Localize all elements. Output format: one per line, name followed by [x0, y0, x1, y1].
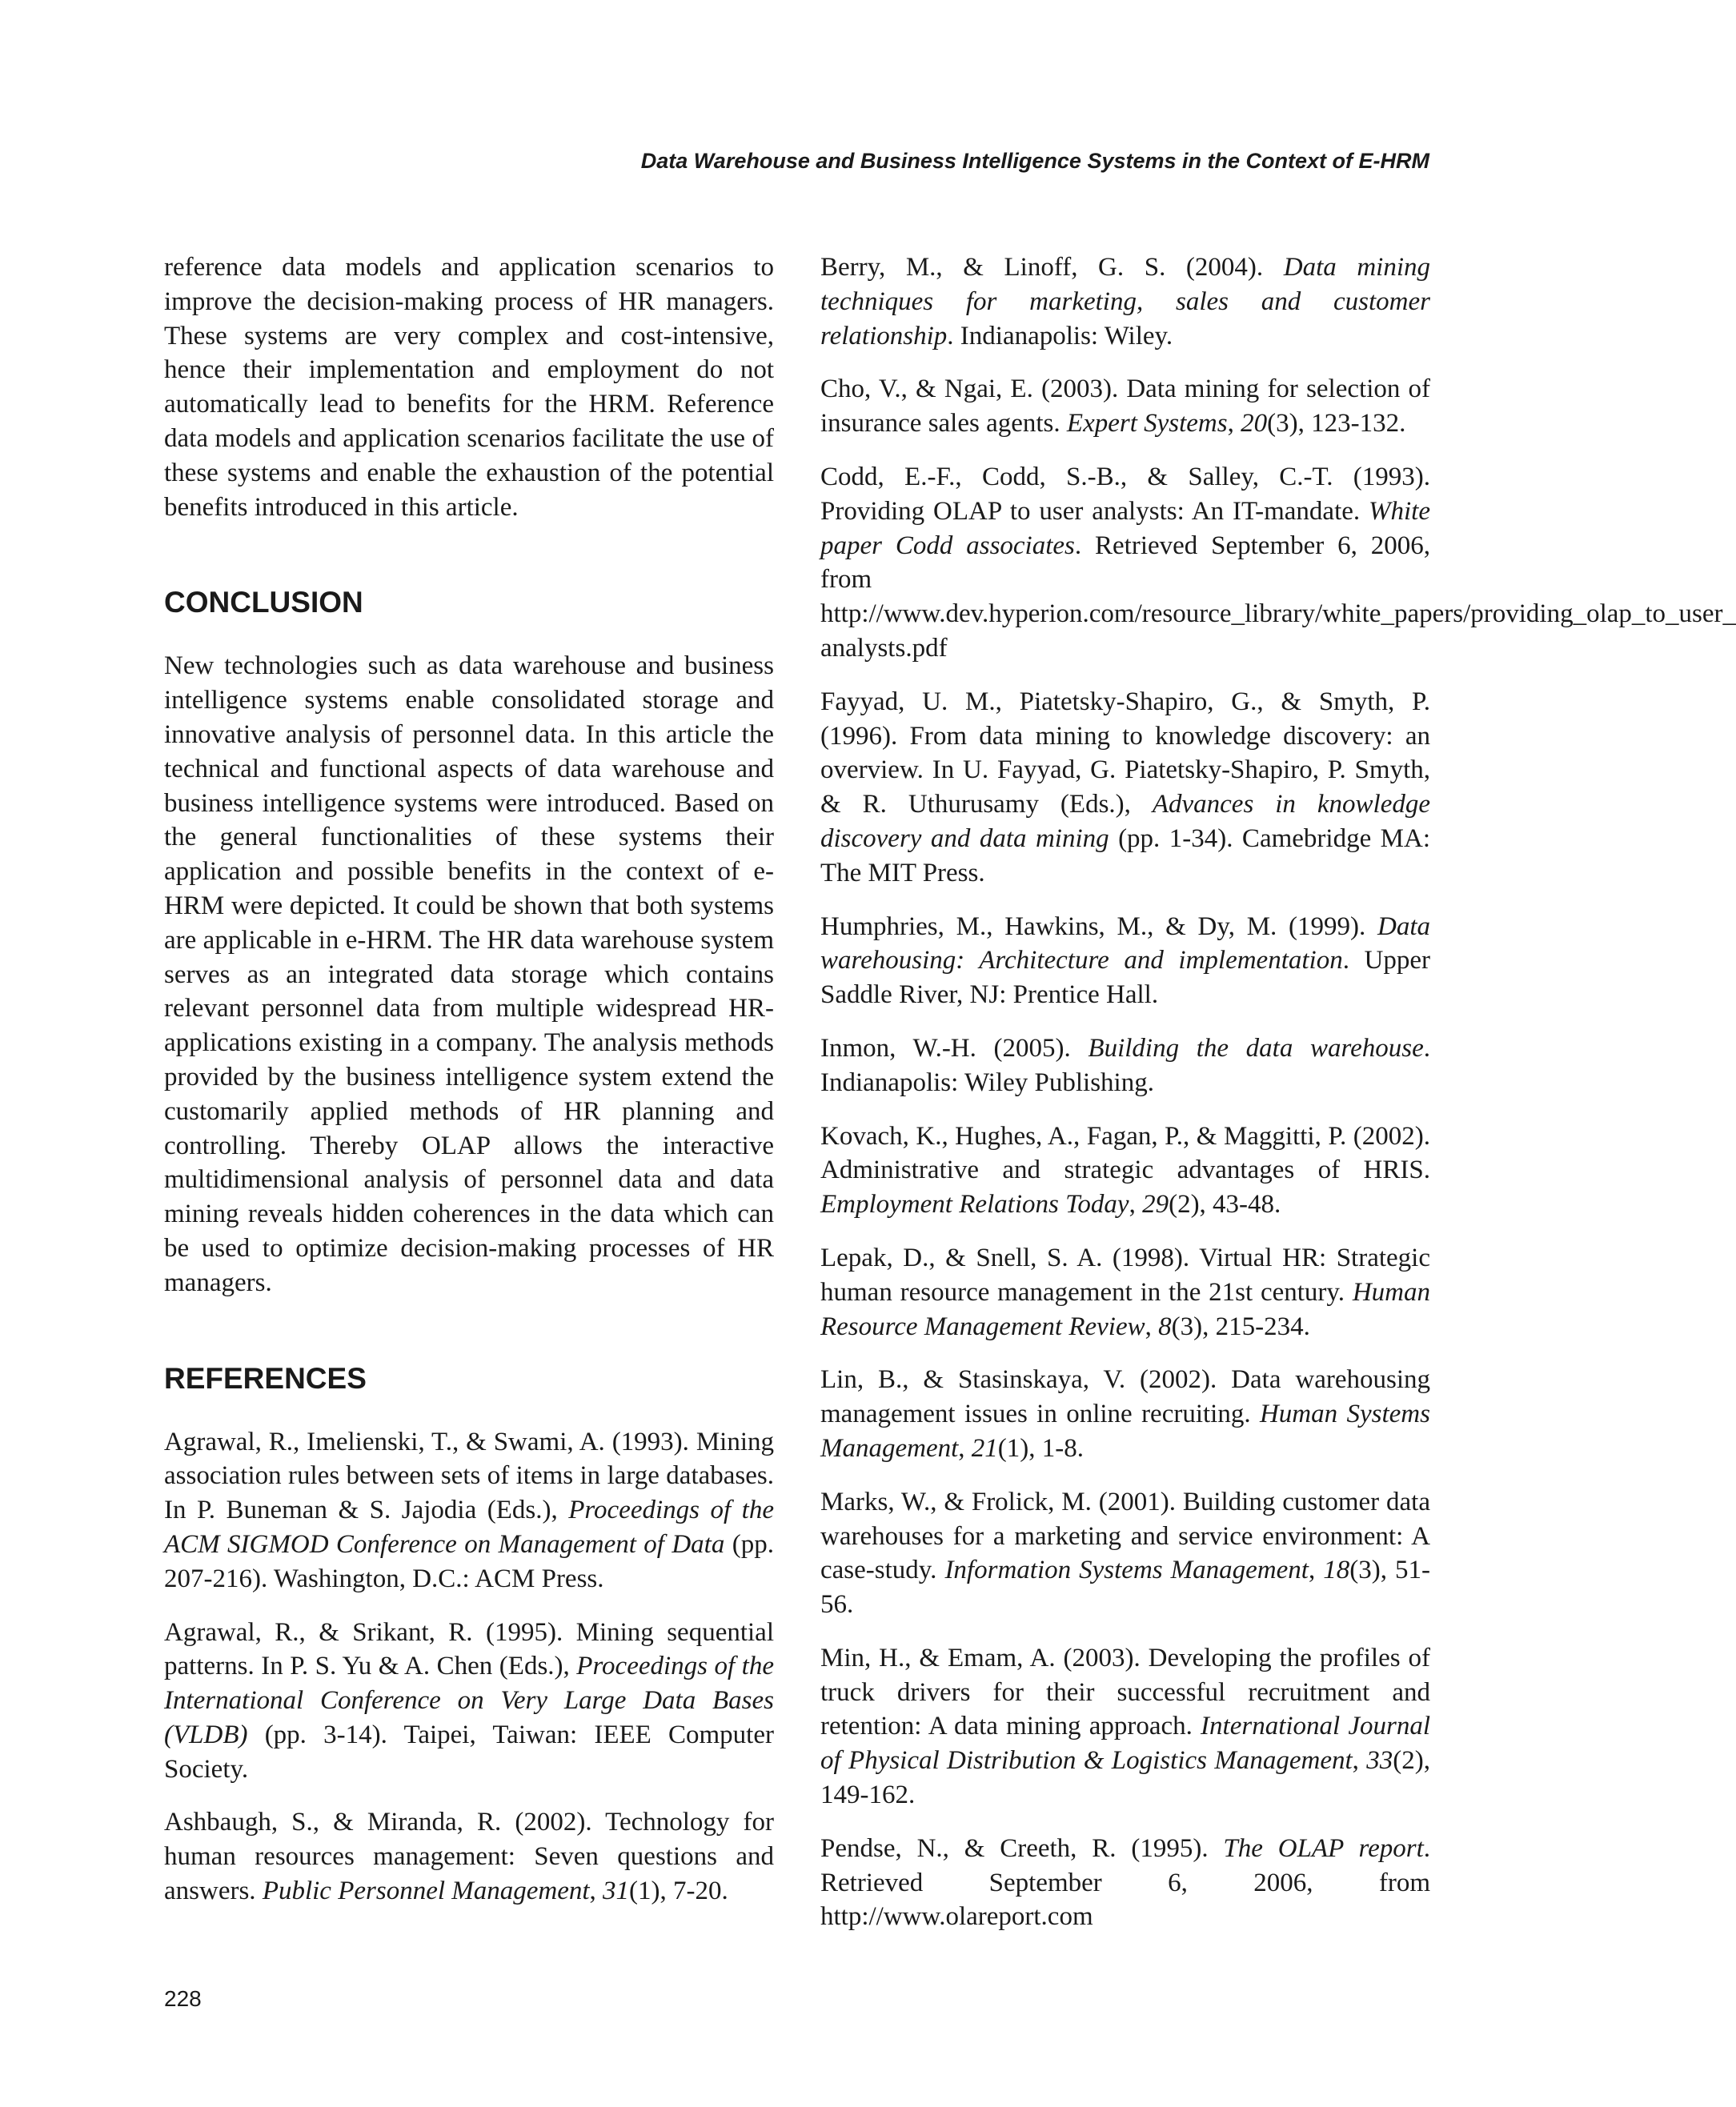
reference-item: Berry, M., & Linoff, G. S. (2004). Data mining techniques for marketing, sales and customer relationship. Indianapolis: Wiley.: [820, 253, 1430, 350]
reference-item: Humphries, M., Hawkins, M., & Dy, M. (1999). Data warehousing: Architecture and implementation. Upper Saddle River, NJ: Prentice Hall.: [820, 911, 1430, 1010]
reference-item: Marks, W., & Frolick, M. (2001). Building customer data warehouses for a marketing and service environment: A case-study. Information Systems Management, 18(3), 51-56.: [820, 1487, 1431, 1620]
reference-item: Lin, B., & Stasinskaya, V. (2002). Data warehousing management issues in online recruiting. Human Systems Management, 21(1), 1-8.: [820, 1365, 1430, 1463]
reference-item: Inmon, W.-H. (2005). Building the data warehouse. Indianapolis: Wiley Publishing.: [820, 1033, 1430, 1097]
reference-item: Lepak, D., & Snell, S. A. (1998). Virtual HR: Strategic human resource management in the 21st century. Human Resource Management Review, 8(3), 215-234.: [820, 1243, 1430, 1341]
conclusion-paragraph: New technologies such as data warehouse and business intelligence systems enable consolidated storage and innovative analysis of personnel data. In this article the technical and functional aspects of data warehouse and business intelligence systems were introduced. Based on the general functionalities of these systems their application and possible benefits in the context of e-HRM were depicted. It could be shown that both systems are applicable in e-HRM. The HR data warehouse system serves as an integrated data storage which contains relevant personnel data from multiple widespread HR-applications existing in a company. The analysis methods provided by the business intelligence system extend the customarily applied methods of HR planning and controlling. Thereby OLAP allows the interactive multidimensional analysis of personnel data and data mining reveals hidden coherences in the data which can be used to optimize decision-making processes of HR managers.: [164, 651, 774, 1297]
conclusion-heading: CONCLUSION: [164, 586, 363, 619]
reference-item: Ashbaugh, S., & Miranda, R. (2002). Technology for human resources management: Seven questions and answers. Public Personnel Management, 31(1), 7-20.: [164, 1808, 774, 1906]
right-column: [820, 250, 1736, 1953]
references-heading: REFERENCES: [164, 1361, 367, 1395]
left-column: [164, 250, 774, 1928]
intro-paragraph: reference data models and application scenarios to improve the decision-making process of HR managers. These systems are very complex and cost-intensive, hence their implementation and employment do not automatically lead to benefits for the HRM. Reference data models and application scenarios facilitate the use of these systems and enable the exhaustion of the potential benefits introduced in this article.: [164, 253, 774, 522]
reference-item: Fayyad, U. M., Piatetsky-Shapiro, G., & Smyth, P. (1996). From data mining to knowledge discovery: an overview. In U. Fayyad, G. Piatetsky-Shapiro, P. Smyth, & R. Uthurusamy (Eds.), Advances in knowledge discovery and data mining (pp. 1-34). Camebridge MA: The MIT Press.: [820, 687, 1430, 887]
reference-item: Agrawal, R., Imelienski, T., & Swami, A. (1993). Mining association rules between sets of items in large databases. In P. Buneman & S. Jajodia (Eds.), Proceedings of the ACM SIGMOD Conference on Management of Data (pp. 207-216). Washington, D.C.: ACM Press.: [164, 1427, 774, 1593]
reference-item: Pendse, N., & Creeth, R. (1995). The OLAP report. Retrieved September 6, 2006, from http://www.olareport.com: [820, 1833, 1430, 1932]
reference-item: Kovach, K., Hughes, A., Fagan, P., & Maggitti, P. (2002). Administrative and strategic advantages of HRIS. Employment Relations Today, 29(2), 43-48.: [820, 1121, 1430, 1220]
references-list-right: [820, 250, 1736, 1934]
references-list-left: [164, 1425, 774, 1909]
reference-item: Cho, V., & Ngai, E. (2003). Data mining for selection of insurance sales agents. Expert Systems, 20(3), 123-132.: [820, 375, 1430, 439]
running-head-title: Data Warehouse and Business Intelligence Systems in the Context of E-HRM: [640, 149, 1429, 173]
reference-item: Agrawal, R., & Srikant, R. (1995). Mining sequential patterns. In P. S. Yu & A. Chen (Eds.), Proceedings of the International Conference on Very Large Data Bases (VLDB) (pp. 3-14). Taipei, Taiwan: IEEE Computer Society.: [164, 1617, 774, 1784]
reference-item: Min, H., & Emam, A. (2003). Developing the profiles of truck drivers for their successful recruitment and retention: A data mining approach. International Journal of Physical Distribution & Logistics Management, 33(2), 149-162.: [820, 1643, 1431, 1810]
reference-item: Codd, E.-F., Codd, S.-B., & Salley, C.-T. (1993). Providing OLAP to user analysts: An IT-mandate. White paper Codd associates. Retrieved September 6, 2006, from http://www.dev.hyperion.com/resource_library/white_papers/providing_olap_to_user_ analysts.pdf: [820, 462, 1736, 663]
page-number: 228: [164, 1986, 202, 2011]
